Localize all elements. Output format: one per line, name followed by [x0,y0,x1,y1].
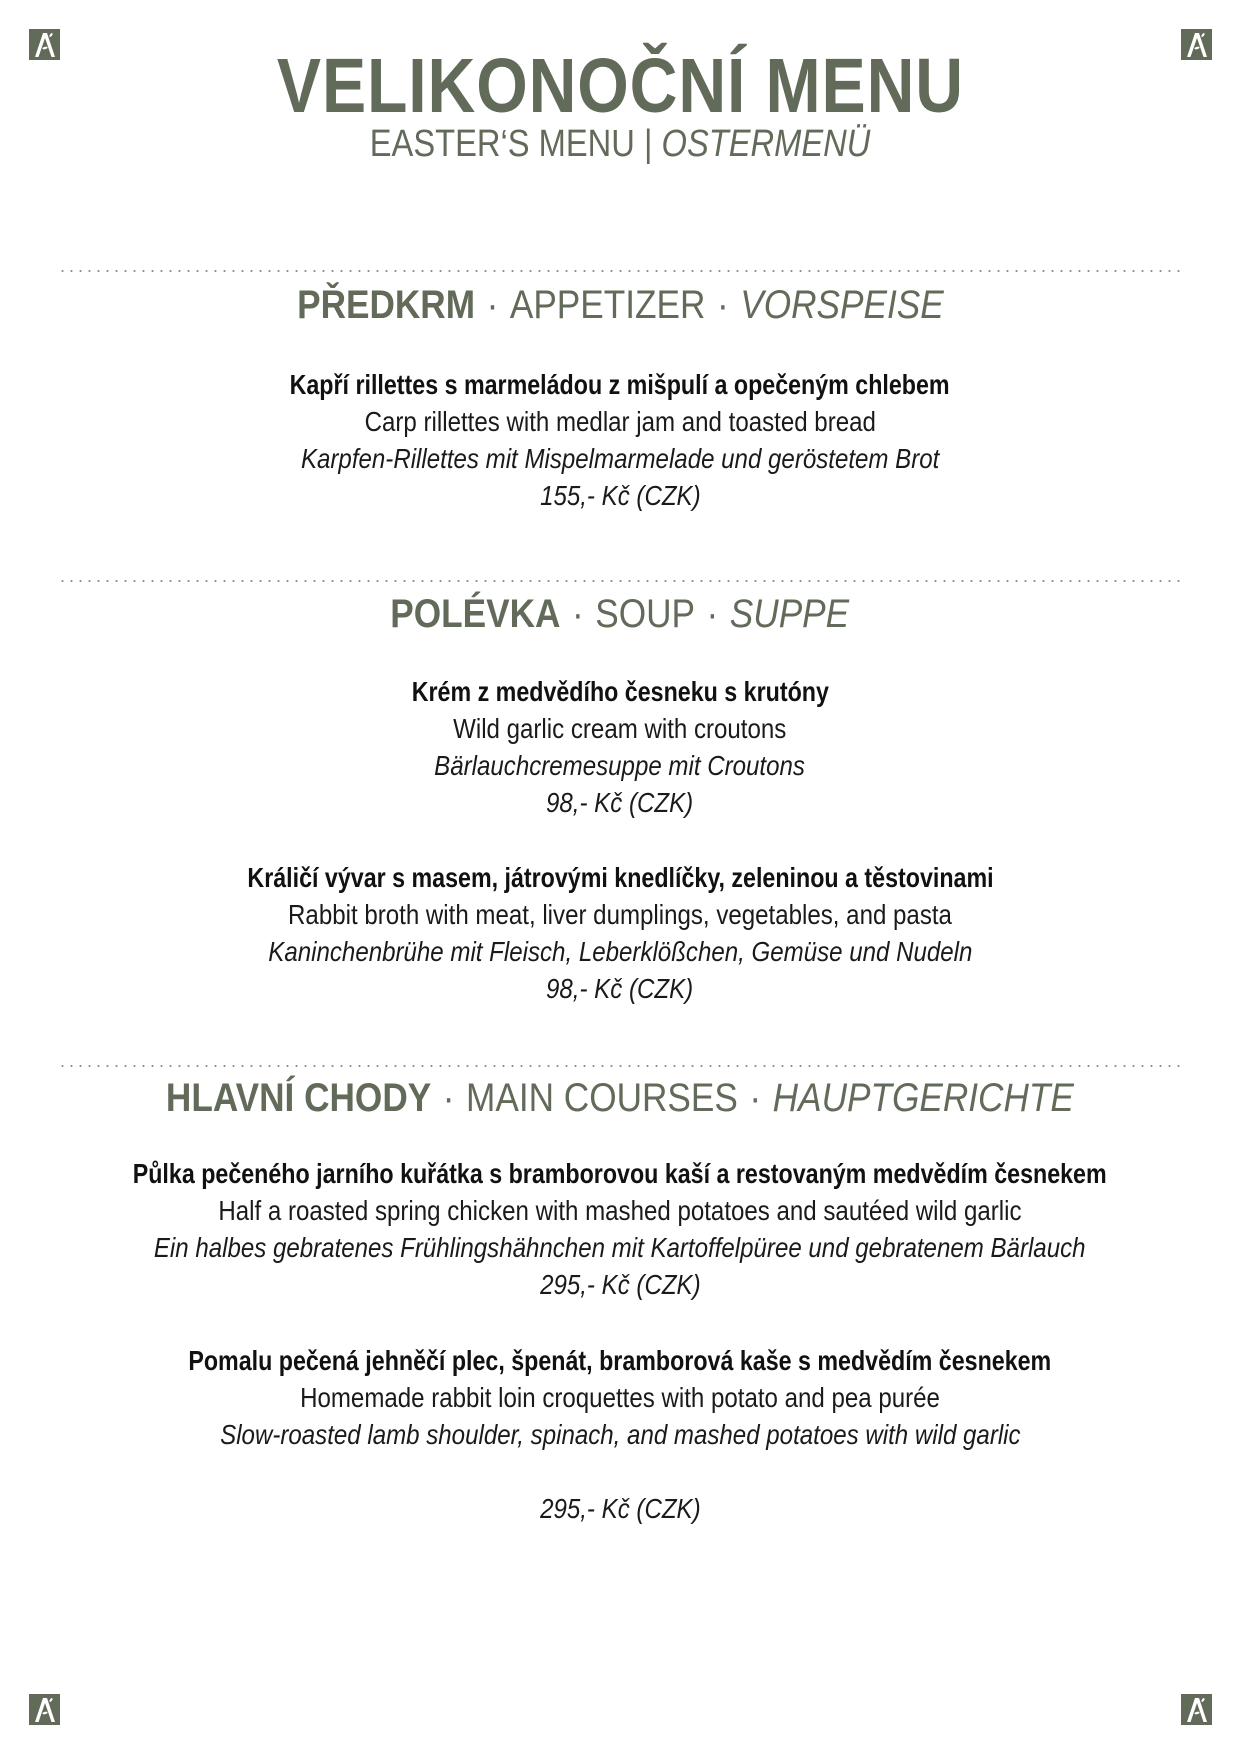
item-name-czech: Pomalu pečená jehněčí plec, špenát, bramborová kaše s medvědím česnekem [188,1345,1052,1376]
logo-bottom-right [1181,1694,1212,1725]
item-name-czech: Půlka pečeného jarního kuřátka s bramborovou kaší a restovaným medvědím česnekem [133,1158,1107,1189]
item-name-czech: Králičí vývar s masem, játrovými knedlíčky, zeleninou a těstovinami [246,862,994,893]
item-name-german: Bärlauchcremesuppe mit Croutons [434,750,806,781]
item-name-german: Karpfen-Rillettes mit Mispelmarmelade und geröstetem Brot [300,443,940,474]
item-price: 98,- Kč (CZK) [546,973,694,1004]
heading-separator: · [433,1076,465,1120]
heading-separator: · [476,283,508,327]
heading-english: SOUP [595,592,696,636]
item-name-english: Homemade rabbit loin croquettes with potato and pea purée [300,1382,940,1413]
page-title-text: VELIKONOČNÍ MENU [276,43,964,129]
item-name-english: Rabbit broth with meat, liver dumplings, vegetables, and pasta [288,899,952,930]
item-name-czech: Krém z medvědího česneku s krutóny [411,676,829,707]
subtitle-german: OSTERMENÜ [661,123,871,165]
heading-separator: · [562,592,594,636]
heading-czech: PŘEDKRM [296,283,475,327]
subtitle-english: EASTER‘S MENU [369,123,635,165]
section-heading-appetizer [0,282,1240,328]
item-price: 295,- Kč (CZK) [539,1493,701,1524]
page-subtitle [0,122,1240,166]
item-price: 98,- Kč (CZK) [546,787,694,818]
item-name-english: Wild garlic cream with croutons [453,713,787,744]
item-name-english: Half a roasted spring chicken with mashed potatoes and sautéed wild garlic [218,1195,1022,1226]
item-name-english: Carp rillettes with medlar jam and toasted bread [364,406,876,437]
item-name-german: Slow-roasted lamb shoulder, spinach, and mashed potatoes with wild garlic [219,1419,1021,1450]
heading-german: VORSPEISE [739,283,944,327]
item-price: 295,- Kč (CZK) [539,1269,701,1300]
heading-separator: · [739,1076,772,1120]
item-name-german: Ein halbes gebratenes Frühlingshähnchen mit Kartoffelpüree und gebratenem Bärlauch [154,1232,1086,1263]
page-title [0,44,1240,128]
logo-bottom-left [29,1694,60,1725]
item-name-czech: Kapří rillettes s marmeládou z mišpulí a opečeným chlebem [290,369,950,400]
heading-german: HAUPTGERICHTE [772,1076,1074,1120]
section-divider [58,270,1182,272]
item-name-german: Kaninchenbrühe mit Fleisch, Leberklößchen, Gemüse und Nudeln [267,936,973,967]
a-leaf-logo-icon [29,1694,60,1725]
heading-english: APPETIZER [509,283,706,327]
heading-english: MAIN COURSES [466,1076,738,1120]
subtitle-separator: | [634,123,662,165]
heading-czech: HLAVNÍ CHODY [166,1076,432,1120]
heading-separator: · [697,592,729,636]
heading-separator: · [706,283,739,327]
a-leaf-logo-icon [1181,1694,1212,1725]
section-divider [58,1065,1182,1067]
section-heading-main-courses [0,1075,1240,1121]
item-price: 155,- Kč (CZK) [539,480,701,511]
heading-czech: POLÉVKA [390,592,561,636]
section-heading-soup [0,591,1240,637]
heading-german: SUPPE [730,592,850,636]
section-divider [58,580,1182,582]
